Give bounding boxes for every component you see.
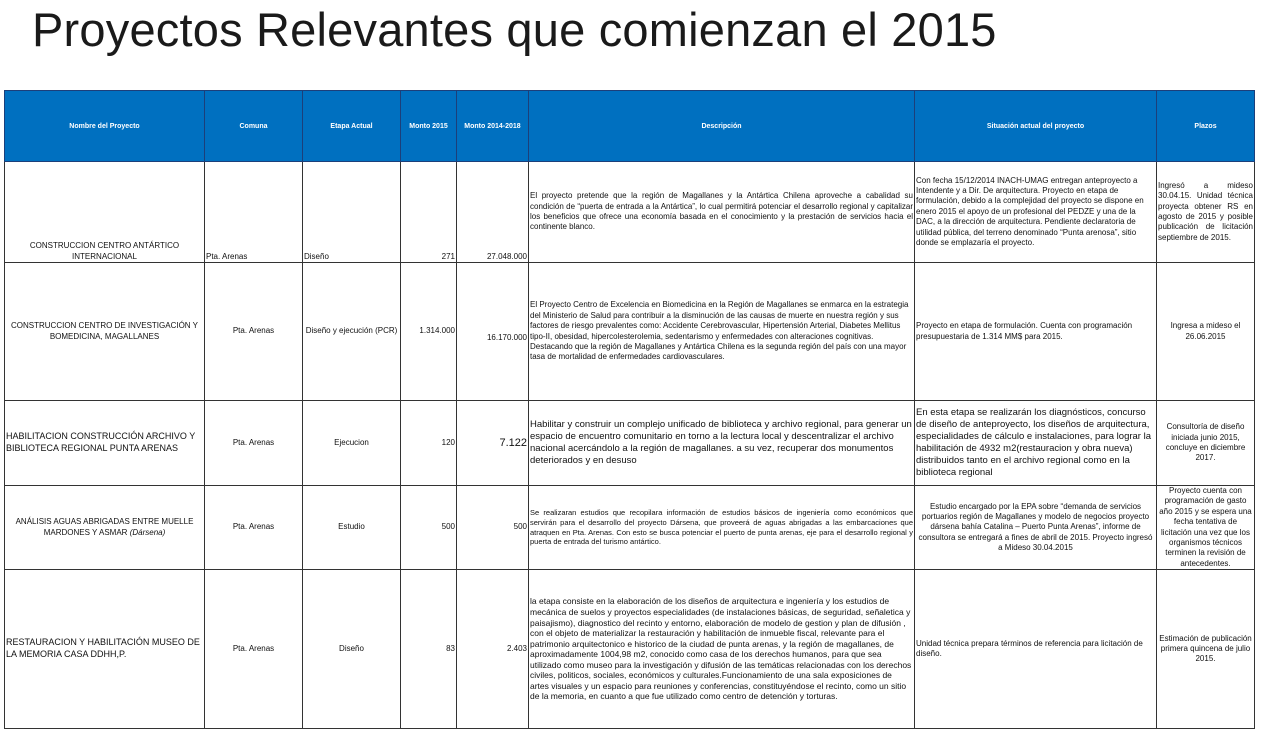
cell-descripcion: Se realizaran estudios que recopilara información de estudios básicos de ingeniería como económicos que servirán para el desarrollo del proyecto Dársena, que proveerá de aguas abrigadas a las embarcaciones que atraquen en Pta. Arenas. Con esto se busca potenciar el puerto de punta arenas, eje para el desarrollo regional y puerta de entrada del turismo antártico.: [529, 486, 915, 570]
cell-situacion: En esta etapa se realizarán los diagnósticos, concurso de diseño de anteproyecto, los diseños de arquitectura, especialidades de cálculo e instalaciones, para lograr la habilitación de 4932 m2(restauracion y obra nueva) distribuidos tanto en el archivo regional como en la biblioteca regional: [915, 401, 1157, 486]
cell-monto-2015: 120: [401, 401, 457, 486]
header-situacion: Situación actual del proyecto: [915, 91, 1157, 162]
table-header-row: [5, 91, 1255, 162]
cell-comuna: Pta. Arenas: [205, 263, 303, 401]
cell-monto-2014-2018: 2.403: [457, 570, 529, 729]
cell-situacion: Unidad técnica prepara términos de referencia para licitación de diseño.: [915, 570, 1157, 729]
cell-situacion: Proyecto en etapa de formulación. Cuenta con programación presupuestaria de 1.314 MM$ para 2015.: [915, 263, 1157, 401]
cell-descripcion: El Proyecto Centro de Excelencia en Biomedicina en la Región de Magallanes se enmarca en la estrategia del Ministerio de Salud para contribuir a la disminución de las causas de muerte en nuestra región y sus factores de riesgo prevalentes como: Accidente Cerebrovascular, Hipertensión Arterial, Diabetes Mellitus tipo-II, obesidad, hipercolesterolemia, sedentarismo y enfermedades con alteraciones cognitivas. Destacando que la región de Magallanes y Antártica Chilena es la segunda región del país con una mayor tasa de mortalidad de enfermedades cardiovasculares.: [529, 263, 915, 401]
cell-etapa: Ejecucion: [303, 401, 401, 486]
cell-etapa: Diseño: [303, 162, 401, 263]
table-row: [5, 401, 1255, 486]
table-row: [5, 570, 1255, 729]
cell-monto-2014-2018: 16.170.000: [457, 263, 529, 401]
cell-plazos: Ingresó a mideso 30.04.15. Unidad técnica proyecta obtener RS en agosto de 2015 y posible publicación de licitación septiembre de 2015.: [1157, 162, 1255, 263]
header-descripcion: Descripción: [529, 91, 915, 162]
cell-monto-2014-2018: 27.048.000: [457, 162, 529, 263]
header-plazos: Plazos: [1157, 91, 1255, 162]
cell-etapa: Diseño y ejecución (PCR): [303, 263, 401, 401]
cell-nombre: [5, 486, 205, 570]
header-monto-2014-2018: Monto 2014-2018: [457, 91, 529, 162]
projects-table: [4, 90, 1255, 729]
table-row: [5, 162, 1255, 263]
cell-monto-2014-2018: 500: [457, 486, 529, 570]
page-title: Proyectos Relevantes que comienzan el 2015: [32, 3, 997, 56]
cell-descripcion: la etapa consiste en la elaboración de los diseños de arquitectura e ingeniería y los estudios de mecánica de suelos y proyectos especialidades (de instalaciones básicas, de seguridad, señaletica y paisajismo), diagnostico del recinto y entorno, elaboración de modelo de gestion y plan de difusión , con el objeto de materializar la restauración y habilitación de inmueble fiscal, relevante para el patrimonio arquitectonico e historico de la ciudad de punta arenas, y la región de magallanes, de aproximadamente 1004,98 m2, conocido como casa de los derechos humanos, para que sea utilizado como museo para la investigación y difusión de las temáticas relacionadas con los derechos civiles, politicos, sociales, económicos y culturales.Funcionamiento de una sala exposiciones de artes visuales y un espacio para reuniones y conferencias, constituyéndose el recinto, como un sitio de la memoria, en cuanto a que fue utilizado como centro de detención y torturas.: [529, 570, 915, 729]
cell-monto-2014-2018: 7.122: [457, 401, 529, 486]
cell-monto-2015: 500: [401, 486, 457, 570]
cell-situacion: Estudio encargado por la EPA sobre “demanda de servicios portuarios región de Magallanes y modelo de negocios proyecto dársena bahía Catalina – Puerto Punta Arenas”, informe de consultora se entregará a fines de abril de 2015. Proyecto ingresó a Mideso 30.04.2015: [915, 486, 1157, 570]
cell-monto-2015: 271: [401, 162, 457, 263]
table-row: [5, 486, 1255, 570]
cell-nombre-text: ANÁLISIS AGUAS ABRIGADAS ENTRE MUELLE MARDONES Y ASMAR: [15, 517, 194, 537]
cell-nombre: CONSTRUCCION CENTRO DE INVESTIGACIÓN Y BOMEDICINA, MAGALLANES: [5, 263, 205, 401]
header-comuna: Comuna: [205, 91, 303, 162]
header-nombre: Nombre del Proyecto: [5, 91, 205, 162]
projects-table-container: [4, 90, 1254, 706]
cell-descripcion: Habilitar y construir un complejo unificado de biblioteca y archivo regional, para generar un espacio de encuentro comunitario en torno a la lectura local y descentralizar el archivo nacional acercándolo a la región de magallanes. a su vez, recuperar dos monumentos deteriorados y en desuso: [529, 401, 915, 486]
cell-comuna: Pta. Arenas: [205, 162, 303, 263]
cell-etapa: Diseño: [303, 570, 401, 729]
cell-nombre-sub: (Dársena): [129, 527, 166, 537]
cell-nombre: CONSTRUCCION CENTRO ANTÁRTICO INTERNACIONAL: [5, 162, 205, 263]
cell-comuna: Pta. Arenas: [205, 401, 303, 486]
cell-monto-2015: 83: [401, 570, 457, 729]
cell-plazos: Ingresa a mideso el 26.06.2015: [1157, 263, 1255, 401]
cell-nombre: HABILITACION CONSTRUCCIÓN ARCHIVO Y BIBLIOTECA REGIONAL PUNTA ARENAS: [5, 401, 205, 486]
table-row: [5, 263, 1255, 401]
cell-descripcion: El proyecto pretende que la región de Magallanes y la Antártica Chilena aproveche a cabalidad su condición de “puerta de entrada a la Antártica”, lo cual permitirá potenciar el desarrollo regional y capitalizar los beneficios que ofrece una economía basada en el conocimiento y la prestación de servicios hacia el continente blanco.: [529, 162, 915, 263]
cell-comuna: Pta. Arenas: [205, 486, 303, 570]
cell-plazos: Consultoría de diseño iniciada junio 2015, concluye en diciembre 2017.: [1157, 401, 1255, 486]
cell-comuna: Pta. Arenas: [205, 570, 303, 729]
header-etapa: Etapa Actual: [303, 91, 401, 162]
cell-nombre: RESTAURACION Y HABILITACIÓN MUSEO DE LA MEMORIA CASA DDHH,P.: [5, 570, 205, 729]
cell-situacion: Con fecha 15/12/2014 INACH-UMAG entregan anteproyecto a Intendente y a Dir. De arquitectura. Proyecto en etapa de formulación, debido a la complejidad del proyecto se dispone en enero 2015 el apoyo de un profesional del PEDZE y una de la DAC, a la dirección de arquitectura. Pendiente declaratoria de utilidad pública, del terreno denominado “Punta arenosa”, sitio donde se emplazaría el proyecto.: [915, 162, 1157, 263]
cell-monto-2015: 1.314.000: [401, 263, 457, 401]
cell-plazos: Proyecto cuenta con programación de gasto año 2015 y se espera una fecha tentativa de licitación una vez que los organismos técnicos terminen la revisión de antecedentes.: [1157, 486, 1255, 570]
cell-etapa: Estudio: [303, 486, 401, 570]
header-monto-2015: Monto 2015: [401, 91, 457, 162]
cell-plazos: Estimación de publicación primera quincena de julio 2015.: [1157, 570, 1255, 729]
